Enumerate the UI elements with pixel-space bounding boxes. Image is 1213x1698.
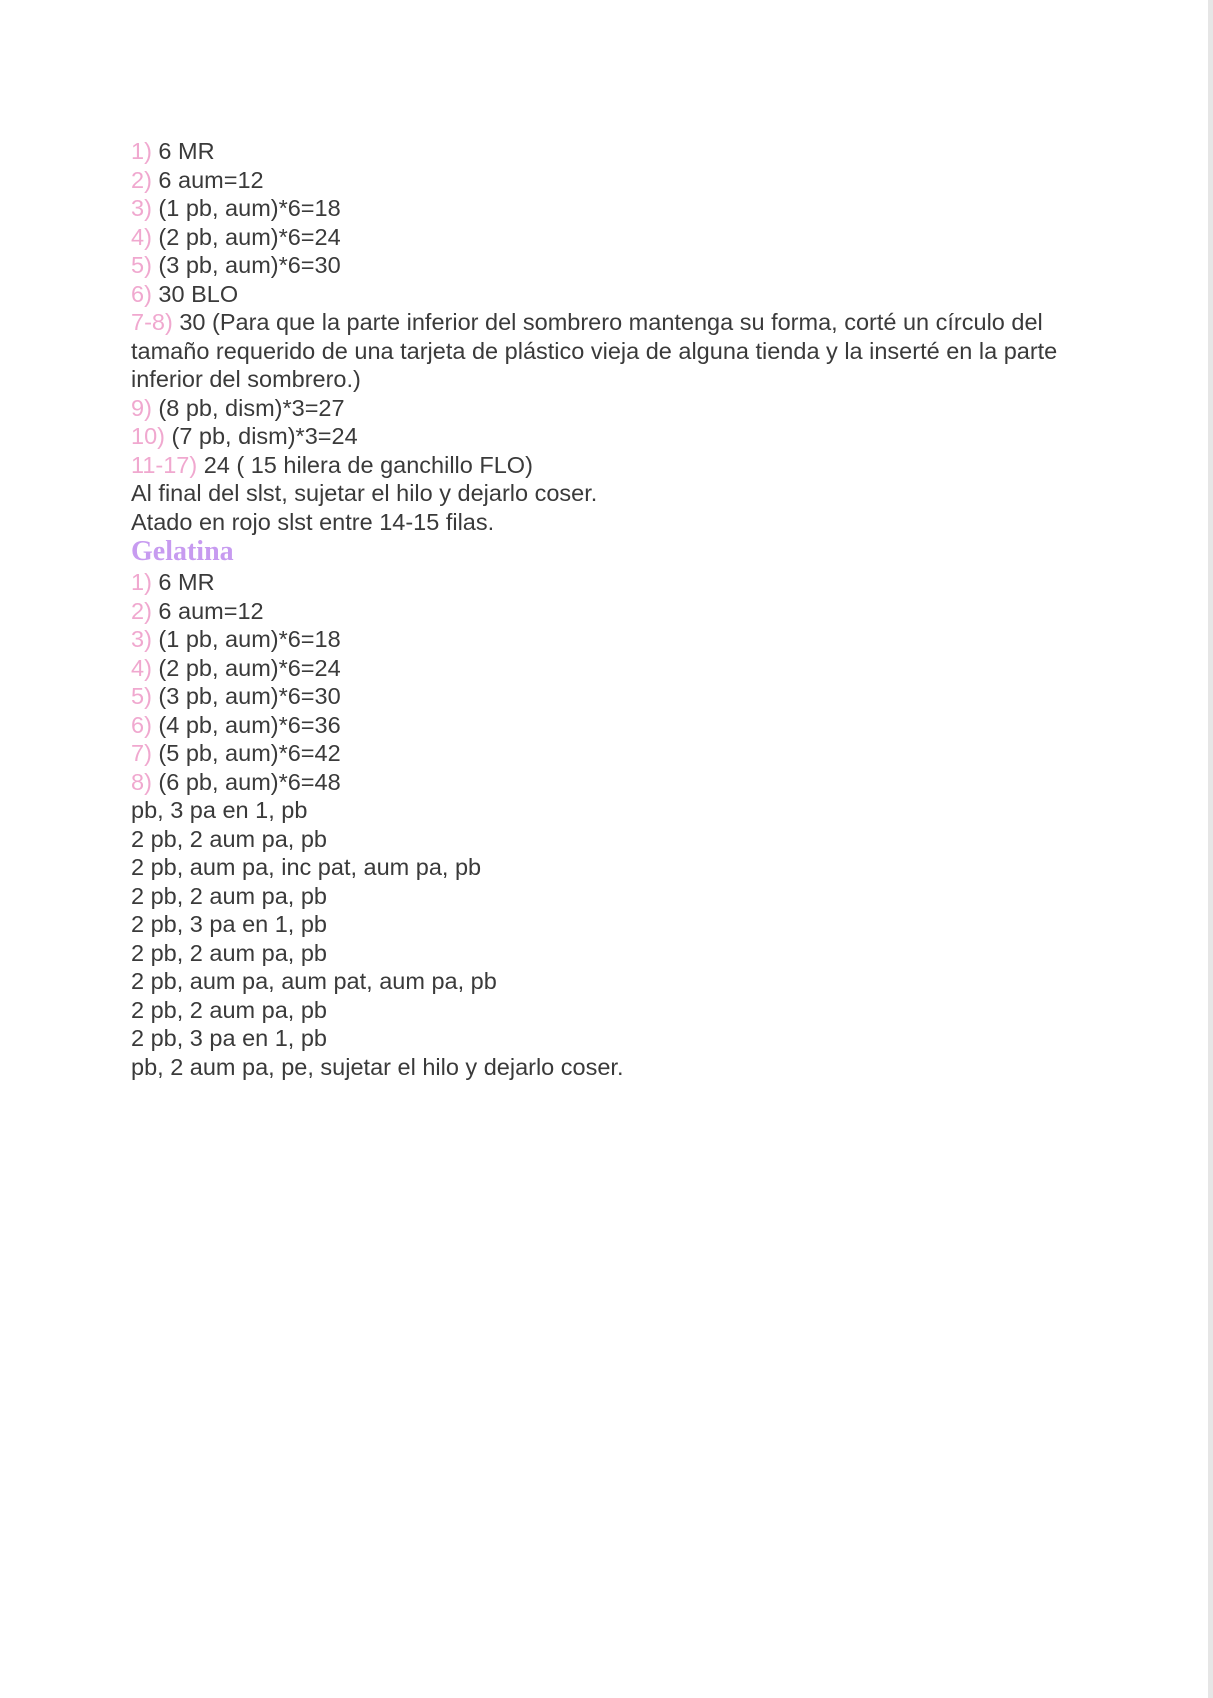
instruction-line: 2 pb, 2 aum pa, pb [131,882,327,909]
row-text: (1 pb, aum)*6=18 [151,626,341,652]
instruction-line: 2 pb, 3 pa en 1, pb [131,911,327,937]
row-number: 1) [131,569,152,595]
row-text: 6 aum=12 [151,597,264,624]
pattern-row [131,166,1071,195]
row-number: 7) [131,740,152,766]
pattern-content [131,137,1071,1081]
row-number: 1) [131,138,152,164]
row-number: 6) [131,280,152,307]
pattern-row [131,654,1071,683]
row-text: (3 pb, aum)*6=30 [151,683,341,709]
pattern-row [131,223,1071,252]
note-text: Al final del slst, sujetar el hilo y dejarlo coser. [131,480,598,506]
row-text: (2 pb, aum)*6=24 [151,223,341,250]
row-number: 5) [131,683,152,709]
row-text: 6 MR [151,138,215,164]
row-text: 30 BLO [151,280,239,307]
row-number: 3) [131,195,152,221]
row-number: 5) [131,252,152,278]
pattern-row [131,308,1071,394]
pattern-row [131,768,1071,797]
row-text: (4 pb, aum)*6=36 [151,711,341,738]
instruction-line: 2 pb, 2 aum pa, pb [131,939,327,966]
pattern-row [131,451,1071,480]
row-text: (8 pb, dism)*3=27 [151,394,345,421]
section-heading: Gelatina [131,536,234,567]
pattern-row [131,568,1071,597]
row-text: (5 pb, aum)*6=42 [151,740,341,766]
pattern-row [131,194,1071,223]
row-number: 11-17) [131,451,198,478]
pattern-row [131,422,1071,451]
row-text: (2 pb, aum)*6=24 [151,654,341,681]
row-number: 2) [131,166,152,193]
row-text: (7 pb, dism)*3=24 [164,423,358,449]
row-number: 7-8) [131,309,173,335]
row-text: (1 pb, aum)*6=18 [151,195,341,221]
pattern-row [131,251,1071,280]
row-number: 6) [131,711,152,738]
scrollbar[interactable] [1208,0,1213,1698]
instruction-line: pb, 3 pa en 1, pb [131,797,308,823]
pattern-row [131,597,1071,626]
row-number: 10) [131,423,165,449]
instruction-line: 2 pb, 2 aum pa, pb [131,996,327,1023]
instruction-line: 2 pb, 2 aum pa, pb [131,825,327,852]
row-text: 6 MR [151,569,215,595]
row-number: 2) [131,597,152,624]
row-text: 6 aum=12 [151,166,264,193]
row-number: 4) [131,223,152,250]
instruction-line: 2 pb, aum pa, aum pat, aum pa, pb [131,968,497,994]
row-text: (3 pb, aum)*6=30 [151,252,341,278]
row-number: 4) [131,654,152,681]
pattern-row [131,625,1071,654]
pattern-row [131,280,1071,309]
row-text: 30 (Para que la parte inferior del sombrero mantenga su forma, corté un círculo del tamaño requerido de una tarjeta de plástico vieja de alguna tienda y la inserté en la parte inferior del sombrero.) [131,309,1064,392]
row-number: 3) [131,626,152,652]
pattern-row [131,682,1071,711]
row-number: 9) [131,394,152,421]
instruction-line: pb, 2 aum pa, pe, sujetar el hilo y dejarlo coser. [131,1053,624,1080]
pattern-row [131,711,1071,740]
instruction-line: 2 pb, 3 pa en 1, pb [131,1025,327,1051]
pattern-row [131,394,1071,423]
row-text: 24 ( 15 hilera de ganchillo FLO) [197,451,533,478]
row-number: 8) [131,768,152,795]
pattern-row [131,137,1071,166]
note-text: Atado en rojo slst entre 14-15 filas. [131,508,495,535]
instruction-line: 2 pb, aum pa, inc pat, aum pa, pb [131,854,482,880]
pattern-row [131,739,1071,768]
row-text: (6 pb, aum)*6=48 [151,768,341,795]
